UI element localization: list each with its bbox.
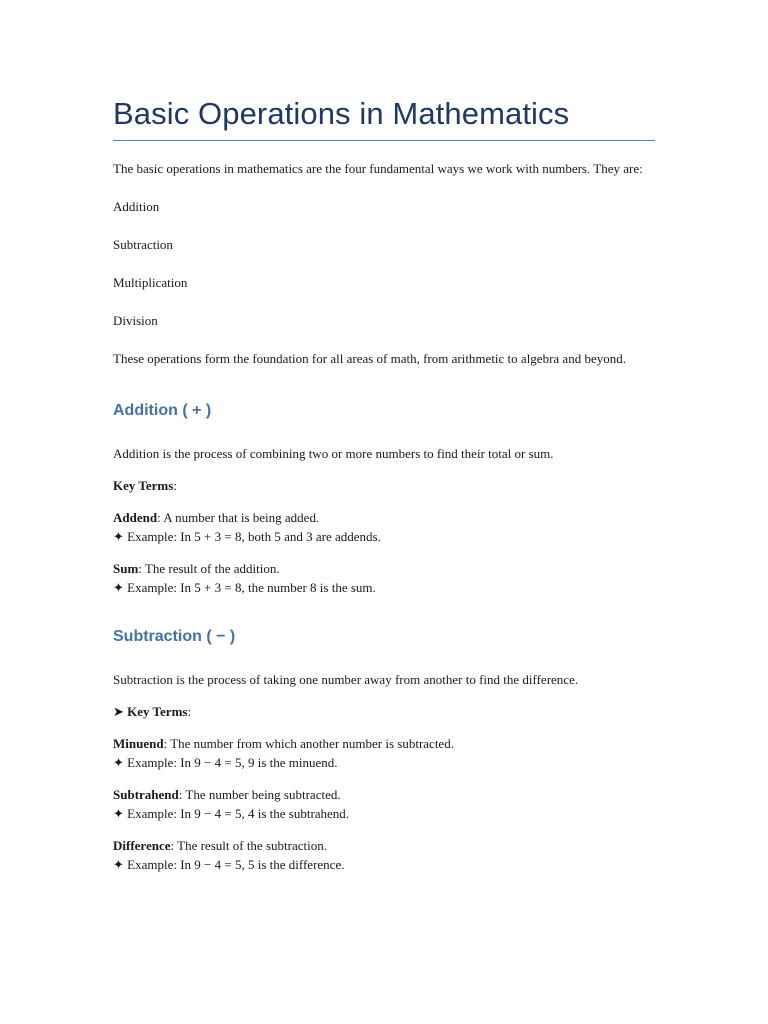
addition-term-addend <box>113 508 655 546</box>
operation-item-addition: Addition <box>113 198 160 214</box>
four-pointed-star-icon: ✦ <box>113 528 124 544</box>
key-terms-label: Key Terms <box>113 477 174 493</box>
operation-item-division: Division <box>113 312 158 328</box>
term-name: Subtrahend <box>113 786 179 802</box>
four-pointed-star-icon: ✦ <box>113 754 124 770</box>
key-terms-label: Key Terms <box>127 703 188 719</box>
term-example: Example: In 9 − 4 = 5, 9 is the minuend. <box>127 754 338 770</box>
term-name: Sum <box>113 560 139 576</box>
term-example: Example: In 9 − 4 = 5, 5 is the difference. <box>127 856 345 872</box>
page-title: Basic Operations in Mathematics <box>113 96 655 141</box>
arrow-right-icon: ➤ <box>113 703 124 719</box>
operation-item-subtraction: Subtraction <box>113 236 173 252</box>
term-name: Addend <box>113 509 158 525</box>
term-name: Minuend <box>113 735 164 751</box>
addition-key-terms: Key Terms: <box>113 477 177 493</box>
term-example: Example: In 5 + 3 = 8, the number 8 is the sum. <box>127 579 376 595</box>
term-example: Example: In 5 + 3 = 8, both 5 and 3 are addends. <box>127 528 381 544</box>
addition-intro: Addition is the process of combining two or more numbers to find their total or sum. <box>113 445 554 461</box>
operation-item-multiplication: Multiplication <box>113 274 188 290</box>
closing-paragraph: These operations form the foundation for all areas of math, from arithmetic to algebra and beyond. <box>113 350 626 366</box>
subtraction-term-subtrahend <box>113 785 655 823</box>
subtraction-heading: Subtraction ( − ) <box>113 627 236 645</box>
four-pointed-star-icon: ✦ <box>113 805 124 821</box>
subtraction-intro: Subtraction is the process of taking one number away from another to find the difference. <box>113 671 579 687</box>
term-definition: : The number from which another number is subtracted. <box>163 735 454 751</box>
four-pointed-star-icon: ✦ <box>113 856 124 872</box>
term-definition: : The result of the subtraction. <box>170 837 327 853</box>
term-example: Example: In 9 − 4 = 5, 4 is the subtrahend. <box>127 805 350 821</box>
term-name: Difference <box>113 837 171 853</box>
addition-term-sum <box>113 559 655 597</box>
subtraction-key-terms: ➤ Key Terms: <box>113 703 192 719</box>
subtraction-term-difference <box>113 836 655 874</box>
four-pointed-star-icon: ✦ <box>113 579 124 595</box>
intro-paragraph: The basic operations in mathematics are the four fundamental ways we work with numbers. They are: <box>113 160 643 176</box>
addition-heading: Addition ( + ) <box>113 401 212 419</box>
subtraction-term-minuend <box>113 734 655 772</box>
term-definition: : The result of the addition. <box>138 560 280 576</box>
term-definition: : A number that is being added. <box>157 509 320 525</box>
term-definition: : The number being subtracted. <box>178 786 341 802</box>
document-page <box>113 96 655 874</box>
